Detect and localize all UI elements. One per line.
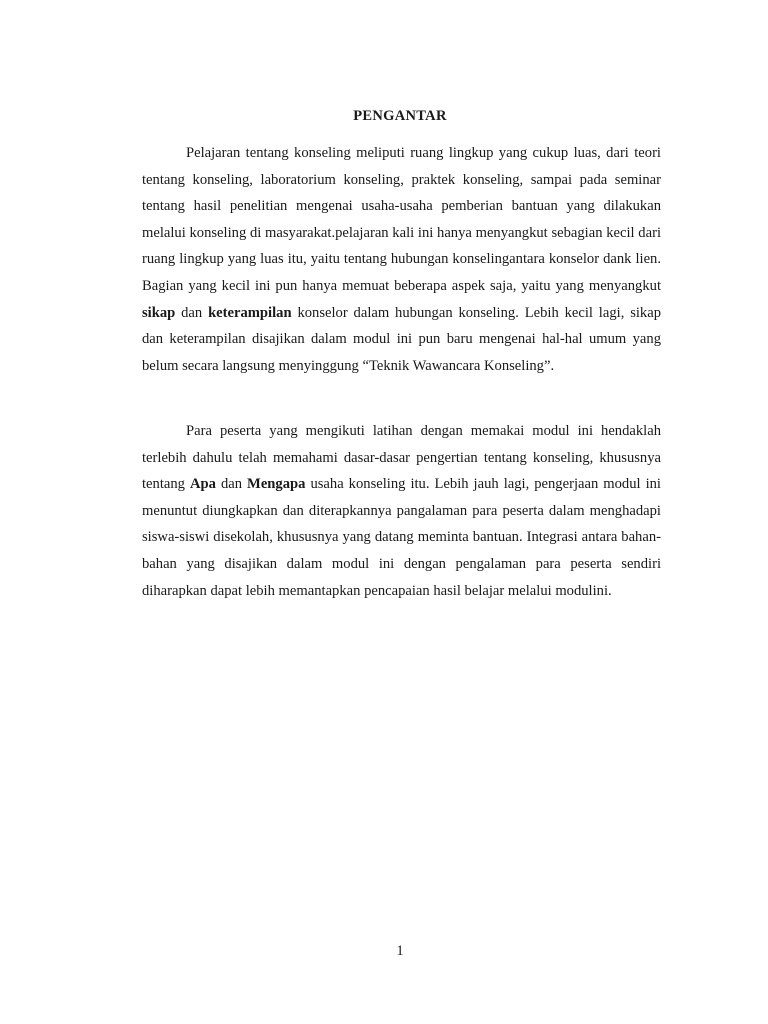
paragraph-2-bold-1: Apa [189, 476, 216, 493]
paragraph-1-text-1: Pelajaran tentang konseling meliputi ruang lingkup yang cukup luas, dari teori tentang konseling, laboratorium konseling, praktek konseling, sampai pada seminar tentang hasil penelitian mengenai usaha-usaha pemberian bantuan yang dilakukan melalui konseling di masyarakat.pelajaran kali ini hanya menyangkut sebagian kecil dari ruang lingkup yang luas itu, yaitu tentang hubungan konselingantara konselor dank lien. Bagian yang kecil ini pun hanya memuat beberapa aspek saja, yaitu yang menyangkut [142, 145, 661, 294]
paragraph-2-bold-2: Mengapa [247, 476, 306, 493]
paragraph-2 [142, 418, 661, 604]
paragraph-1-bold-1: sikap [142, 304, 176, 321]
page-number: 1 [396, 943, 404, 959]
paragraph-1-text-2: dan [181, 304, 203, 321]
paragraph-1 [142, 140, 661, 379]
page-title: PENGANTAR [353, 108, 447, 124]
paragraph-1-bold-2: keterampilan [208, 304, 292, 321]
paragraph-1-text-3: konselor dalam hubungan konseling. Lebih kecil lagi, sikap dan keterampilan disajikan dalam modul ini pun baru mengenai hal-hal umum yang belum secara langsung menyinggung “Teknik Wawancara Konseling”. [142, 304, 661, 374]
paragraph-2-text-3: usaha konseling itu. Lebih jauh lagi, pengerjaan modul ini menuntut diungkapkan dan diterapkannya pangalaman para peserta dalam menghadapi siswa-siswi disekolah, khususnya yang datang meminta bantuan. Integrasi antara bahan-bahan yang disajikan dalam modul ini dengan pengalaman para peserta sendiri diharapkan dapat lebih memantapkan pencapaian hasil belajar melalui modulini. [142, 476, 661, 599]
paragraph-2-text-1: Para peserta yang mengikuti latihan dengan memakai modul ini hendaklah terlebih dahulu telah memahami dasar-dasar pengertian tentang konseling, khususnya tentang [142, 423, 661, 493]
paragraph-2-text-2: dan [220, 476, 243, 493]
